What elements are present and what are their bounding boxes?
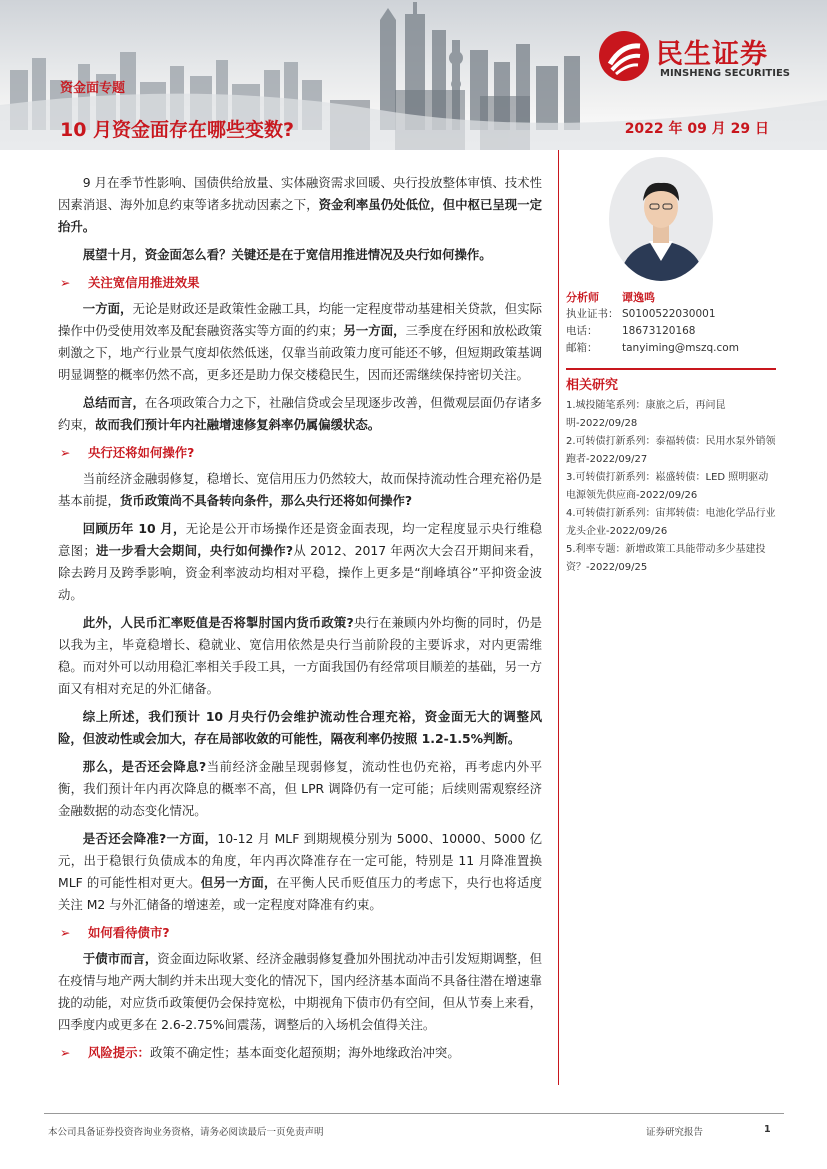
arrow-bullet-icon: ➢ [60, 1045, 71, 1060]
paragraph: 于债市而言，资金面边际收紧、经济金融弱修复叠加外围扰动冲击引发短期调整，但在疫情与地产两大制约并未出现大变化的情况下，国内经济基本面尚不具备往潜在增速靠拢的动能，对应货币政策便仍会保持宽松，中期视角下债市仍有空间，但从节奏上来看，四季度内或更多在 2.6-2.75%间震荡，调整后的入场机会值得关注。 [58, 951, 542, 1032]
section-heading: ➢ 关注宽信用推进效果 [58, 272, 542, 294]
logo-text-cn: 民生证券 [656, 39, 768, 70]
report-date: 2022 年 09 月 29 日 [624, 121, 769, 137]
related-research-list [566, 397, 776, 577]
paragraph: 回顾历年 10 月，无论是公开市场操作还是资金面表现，均一定程度显示央行维稳意图；进一步看大会期间，央行如何操作?从 2012、2017 年两次大会召开期间来看，除去跨月及跨季影响，资金利率波动均相对平稳，操作上更多是“削峰填谷”平抑资金波动。 [58, 521, 543, 602]
analyst-info [566, 289, 776, 357]
paragraph: 展望十月，资金面怎么看？关键还是在于宽信用推进情况及央行如何操作。 [82, 247, 492, 262]
arrow-bullet-icon: ➢ [60, 275, 71, 290]
related-item[interactable]: 2.可转债打新系列：泰福转债：民用水泵外销领跑者-2022/09/27 [566, 436, 776, 465]
brand-logo [598, 28, 803, 88]
page-title: 10 月资金面存在哪些变数? [60, 119, 295, 141]
related-item[interactable]: 4.可转债打新系列：宙邦转债：电池化学品行业龙头企业-2022/09/26 [566, 508, 776, 537]
risk-warning: ➢ 风险提示：政策不确定性；基本面变化超预期；海外地缘政治冲突。 [58, 1042, 542, 1064]
paragraph: 那么，是否还会降息?当前经济金融呈现弱修复，流动性也仍充裕，再考虑内外平衡，我们预计年内再次降息的概率不高，但 LPR 调降仍有一定可能；后续则需观察经济金融数据的动态变化情况。 [58, 759, 543, 818]
doc-type-label: 资金面专题 [60, 81, 126, 96]
main-content [58, 172, 542, 1064]
footer-disclaimer: 本公司具备证券投资咨询业务资格，请务必阅读最后一页免责声明 [48, 1127, 324, 1138]
paragraph: 9 月在季节性影响、国债供给放量、实体融资需求回暖、央行投放整体审慎、技术性因素消退、海外加息约束等诸多扰动因素之下，资金利率虽仍处低位，但中枢已呈现一定抬升。 [58, 175, 543, 234]
column-divider [558, 150, 559, 1085]
paragraph: 综上所述，我们预计 10 月央行仍会维护流动性合理充裕，资金面无大的调整风险，但波动性或会加大，存在局部收敛的可能性，隔夜利率仍按照 1.2-1.5%判断。 [58, 709, 542, 746]
email-link[interactable]: tanyiming@mszq.com [622, 342, 739, 354]
related-item[interactable]: 1.城投随笔系列：康旅之后，再问昆明-2022/09/28 [566, 400, 726, 429]
page-number: 1 [764, 1124, 771, 1135]
paragraph: 是否还会降准?一方面，10-12 月 MLF 到期规模分别为 5000、10000、5000 亿元，出于稳银行负债成本的角度，年内再次降准存在一定可能，特别是 11 月降准置换 MLF 的可能性相对更大。但另一方面，在平衡人民币贬值压力的考虑下，央行也将适度关注 M2 与外汇储备的增速差，或一定程度对降准有约束。 [58, 831, 542, 912]
section-heading: ➢ 如何看待债市? [58, 922, 542, 944]
analyst-photo [609, 157, 714, 282]
paragraph: 当前经济金融弱修复，稳增长、宽信用压力仍然较大，故而保持流动性合理充裕仍是基本前提，货币政策尚不具备转向条件，那么央行还将如何操作? [58, 471, 542, 508]
analyst-role-label: 分析师 [566, 291, 599, 304]
email-label: 邮箱： [566, 342, 598, 354]
phone-label: 电话： [566, 325, 598, 337]
cert-value: S0100522030001 [622, 308, 716, 320]
minsheng-logo-icon [598, 30, 650, 82]
analyst-name: 谭逸鸣 [622, 291, 655, 304]
paragraph: 总结而言，在各项政策合力之下，社融信贷或会呈现逐步改善，但微观层面仍存诸多约束，故而我们预计年内社融增速修复斜率仍属偏缓状态。 [58, 395, 543, 432]
related-item[interactable]: 5.利率专题：新增政策工具能带动多少基建投资？-2022/09/25 [566, 544, 766, 573]
logo-text-en: MINSHENG SECURITIES [660, 68, 790, 79]
related-research-title: 相关研究 [566, 368, 776, 393]
footer-divider [44, 1113, 784, 1114]
cert-label: 执业证书： [566, 308, 619, 320]
paragraph: 一方面，无论是财政还是政策性金融工具，均能一定程度带动基建相关贷款，但实际操作中仍受使用效率及配套融资落实等方面的约束；另一方面，三季度在纾困和放松政策刺激之下，地产行业景气度却依然低迷，仅靠当前政策力度可能还不够，但短期政策基调明显调整的概率仍然不高，更多还是助力保交楼稳民生，因而还需继续保持密切关注。 [58, 301, 543, 382]
page-header [0, 0, 827, 150]
arrow-bullet-icon: ➢ [60, 445, 71, 460]
related-item[interactable]: 3.可转债打新系列：崧盛转债：LED 照明驱动电源领先供应商-2022/09/26 [566, 472, 769, 501]
section-heading: ➢ 央行还将如何操作? [58, 442, 542, 464]
paragraph: 此外，人民币汇率贬值是否将掣肘国内货币政策?央行在兼顾内外均衡的同时，仍是以我为主，毕竟稳增长、稳就业、宽信用依然是央行当前阶段的主要诉求，对内更需维稳。而对外可以动用稳汇率相关手段工具，一方面我国仍有经常项目顺差的基础，另一方面又有相对充足的外汇储备。 [58, 615, 543, 696]
footer-report-type: 证券研究报告 [646, 1127, 704, 1138]
arrow-bullet-icon: ➢ [60, 925, 71, 940]
phone-value: 18673120168 [622, 325, 696, 337]
